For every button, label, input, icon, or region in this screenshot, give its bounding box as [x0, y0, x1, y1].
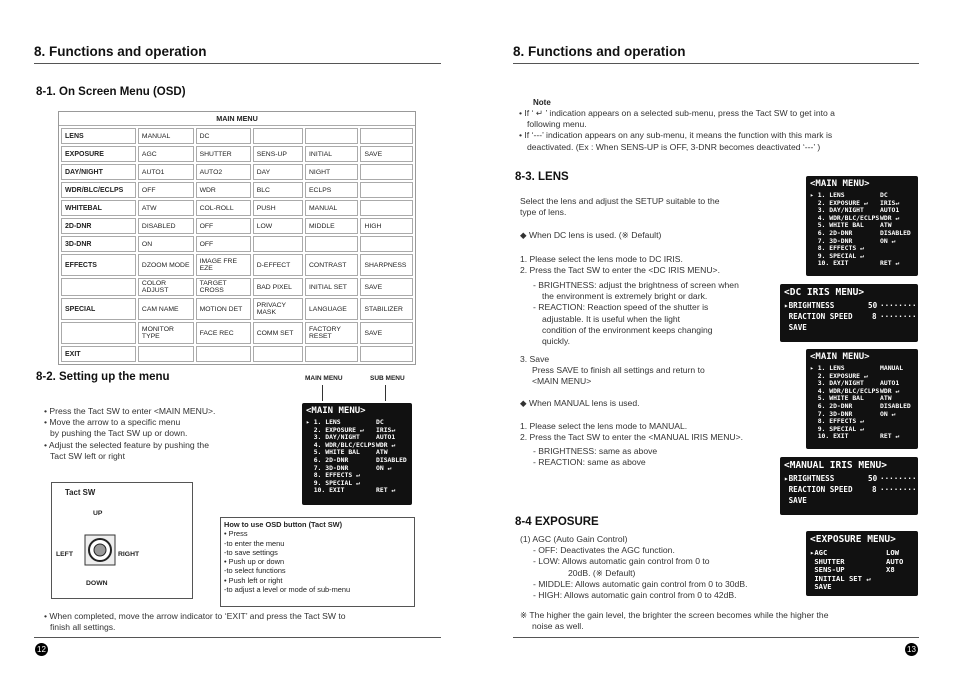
table-cell: DC: [196, 128, 251, 144]
osd-row: [784, 485, 922, 494]
manual-steps: [520, 421, 743, 443]
main-menu-table-title: MAIN MENU: [59, 112, 415, 126]
agc-text: [520, 534, 810, 601]
manual-item: - REACTION: same as above: [533, 457, 646, 468]
table-cell: WDR: [196, 182, 251, 198]
osd-item: REACTION SPEED: [784, 312, 853, 321]
table-row: [61, 236, 413, 252]
right-header: 8. Functions and operation: [513, 44, 686, 59]
table-cell: DAY/NIGHT: [61, 164, 136, 180]
osd-item: 4. WDR/BLC/ECLPS: [810, 386, 880, 395]
dc-step: 2. Press the Tact SW to enter the <DC IRIS MENU>.: [520, 265, 720, 276]
final-line: finish all settings.: [50, 622, 116, 633]
osd-row: [784, 496, 914, 505]
main-menu-grid: [59, 126, 415, 364]
table-row: [61, 182, 413, 198]
note-line: • If ‘---’ indication appears on any sub-menu, it means the function with this mark is: [519, 130, 833, 141]
osd-value: DISABLED: [376, 456, 407, 464]
lens-intro: [520, 196, 780, 218]
table-cell: OFF: [196, 236, 251, 252]
table-cell: COMM SET: [253, 322, 303, 344]
left-footer-rule: [34, 637, 441, 638]
tact-sw-diagram: [51, 482, 193, 599]
level-bar: ·········: [880, 301, 922, 310]
osd-item: 9. SPECIAL ↵: [810, 251, 864, 260]
howto-line: • Push up or down: [224, 557, 285, 567]
gain-note: [520, 610, 920, 632]
howto-line: -to enter the menu: [224, 538, 285, 548]
table-cell: SAVE: [360, 322, 413, 344]
tact-switch-icon: [83, 533, 117, 567]
osd-item: 3. DAY/NIGHT: [810, 379, 864, 388]
table-cell: INITIAL: [305, 146, 358, 162]
howto-line: -to adjust a level or mode of sub-menu: [224, 585, 351, 595]
table-cell: MANUAL: [305, 200, 358, 216]
save-line: 3. Save: [520, 354, 550, 364]
table-cell: STABILIZER: [360, 298, 413, 320]
osd-value: WDR ↵: [880, 213, 900, 222]
table-cell: SAVE: [360, 146, 413, 162]
table-cell: MONITOR TYPE: [138, 322, 194, 344]
manual-used-line: ◆ When MANUAL lens is used.: [520, 398, 640, 408]
table-cell: HIGH: [360, 218, 413, 234]
osd-item: 5. WHITE BAL: [810, 394, 864, 403]
osd-manual-iris-menu: [780, 457, 922, 515]
page-number-left: 12: [35, 643, 48, 656]
osd-value: DISABLED: [880, 229, 911, 237]
table-cell: [305, 236, 358, 252]
dc-item: - BRIGHTNESS: adjust the brightness of screen when: [533, 280, 739, 290]
table-row: [61, 218, 413, 234]
osd-main-menu-dc: [302, 403, 412, 505]
page-number-right: 13: [905, 643, 918, 656]
osd-item: REACTION SPEED: [784, 485, 853, 494]
dc-item: the environment is extremely bright or dark.: [542, 291, 708, 302]
table-cell: SHUTTER: [196, 146, 251, 162]
table-cell: AUTO2: [196, 164, 251, 180]
final-line: • When completed, move the arrow indicator to ‘EXIT’ and press the Tact SW to: [44, 611, 346, 621]
osd-value: LOW: [886, 548, 899, 557]
osd-item: ▸ 1. LENS: [810, 191, 845, 199]
table-cell: [360, 236, 413, 252]
table-cell: EXPOSURE: [61, 146, 136, 162]
osd-title: <MAIN MENU>: [810, 352, 870, 362]
osd-row: [784, 323, 914, 332]
table-cell: LOW: [253, 218, 303, 234]
osd-title: <MAIN MENU>: [306, 406, 366, 416]
osd-item: 7. 3D-DNR: [810, 236, 853, 245]
osd-item: 3. DAY/NIGHT: [810, 206, 864, 215]
osd-value: 50: [868, 474, 878, 483]
level-bar: ·········: [880, 485, 922, 494]
osd-value: ON ↵: [880, 409, 896, 418]
osd-value: ON ↵: [376, 463, 392, 472]
table-cell: PUSH: [253, 200, 303, 216]
table-cell: NIGHT: [305, 164, 358, 180]
note-line: • If ‘ ↵ ’ indication appears on a selected sub-menu, press the Tact SW to get into a: [519, 108, 835, 118]
osd-value: AUTO: [886, 556, 904, 566]
manual-item: - BRIGHTNESS: same as above: [533, 446, 658, 456]
table-cell: MOTION DET: [196, 298, 251, 320]
osd-title: <MANUAL IRIS MENU>: [784, 460, 887, 471]
table-cell: OFF: [196, 218, 251, 234]
level-bar: ·········: [880, 312, 922, 321]
osd-item: SAVE: [810, 582, 832, 591]
osd-value: ON ↵: [880, 236, 896, 245]
osd-row: [810, 433, 910, 441]
osd-item: ▸BRIGHTNESS: [784, 301, 835, 310]
osd-item: ▸BRIGHTNESS: [784, 474, 835, 483]
setup-section-title: 8-2. Setting up the menu: [36, 371, 170, 383]
osd-item: 9. SPECIAL ↵: [306, 478, 360, 487]
table-cell: EFFECTS: [61, 254, 136, 276]
exposure-section-title: 8-4 EXPOSURE: [515, 516, 599, 528]
agc-line: - MIDDLE: Allows automatic gain control from 0 to 30dB.: [533, 578, 748, 589]
level-bar: ·········: [880, 474, 922, 483]
osd-value: RET ↵: [880, 259, 900, 268]
howto-line: • Push left or right: [224, 575, 283, 585]
table-cell: DZOOM MODE: [138, 254, 194, 276]
table-cell: BAD PIXEL: [253, 278, 303, 296]
lens-intro-line: type of lens.: [520, 207, 567, 218]
table-cell: TARGET CROSS: [196, 278, 251, 296]
table-row: [61, 322, 413, 344]
agc-line: - LOW: Allows automatic gain control from 0 to: [533, 556, 710, 567]
save-step: [520, 354, 705, 388]
dc-used-line: ◆ When DC lens is used. (※ Default): [520, 230, 662, 240]
table-cell: ECLPS: [305, 182, 358, 198]
bullet-line: • Press the Tact SW to enter <MAIN MENU>.: [44, 406, 216, 416]
table-cell: [253, 346, 303, 362]
table-cell: SPECIAL: [61, 298, 136, 320]
table-cell: [360, 200, 413, 216]
osd-title: <MAIN MENU>: [810, 179, 870, 189]
osd-item: 4. WDR/BLC/ECLPS: [810, 213, 880, 222]
agc-line: (1) AGC (Auto Gain Control): [520, 534, 628, 544]
arrow-main: [322, 385, 323, 401]
table-cell: [360, 164, 413, 180]
setup-bullets: [44, 406, 254, 462]
manual-step: 1. Please select the lens mode to MANUAL.: [520, 421, 688, 431]
osd-value: WDR ↵: [376, 440, 396, 449]
tact-left: LEFT: [56, 551, 73, 558]
osd-item: 6. 2D-DNR: [810, 229, 853, 237]
right-footer-rule: [513, 637, 919, 638]
label-main-menu: MAIN MENU: [305, 375, 343, 382]
table-row: [61, 200, 413, 216]
howto-line: -to save settings: [224, 547, 278, 557]
osd-item: 2. EXPOSURE ↵: [306, 425, 364, 434]
howto-line: • Press: [224, 529, 248, 539]
osd-item: 2. EXPOSURE ↵: [810, 371, 868, 380]
osd-value: RET ↵: [880, 432, 900, 441]
osd-item: 6. 2D-DNR: [306, 456, 349, 464]
osd-item: 10. EXIT: [810, 259, 849, 268]
table-cell: [138, 346, 194, 362]
osd-row: [810, 582, 914, 591]
agc-line: - OFF: Deactivates the AGC function.: [533, 545, 675, 556]
osd-value: 8: [872, 485, 877, 494]
dc-step: 1. Please select the lens mode to DC IRIS.: [520, 254, 683, 264]
osd-item: 8. EFFECTS ↵: [306, 471, 360, 480]
dc-item: adjustable. It is useful when the light: [542, 313, 681, 324]
osd-item: 8. EFFECTS ↵: [810, 417, 864, 426]
main-menu-table: [58, 111, 416, 365]
left-header-rule: [34, 63, 441, 64]
table-cell: [61, 322, 136, 344]
osd-value: AUTO1: [880, 379, 900, 388]
table-cell: MANUAL: [138, 128, 194, 144]
bullet-line: Tact SW left or right: [50, 450, 125, 461]
agc-line: - HIGH: Allows automatic gain control from 0 to 42dB.: [533, 590, 737, 601]
osd-item: 7. 3D-DNR: [306, 463, 349, 472]
table-cell: SHARPNESS: [360, 254, 413, 276]
osd-item: 2. EXPOSURE ↵: [810, 198, 868, 207]
osd-main-menu-manual: [806, 349, 918, 449]
osd-item: 9. SPECIAL ↵: [810, 424, 864, 433]
table-cell: [305, 128, 358, 144]
table-row: [61, 164, 413, 180]
osd-value: AUTO1: [376, 433, 396, 442]
osd-item: ▸ 1. LENS: [306, 418, 341, 426]
osd-row: [784, 474, 922, 483]
table-row: [61, 146, 413, 162]
gain-note-line: noise as well.: [532, 621, 584, 632]
table-cell: [360, 128, 413, 144]
tact-up: UP: [93, 510, 103, 517]
table-cell: [305, 346, 358, 362]
osd-item: SENS-UP: [810, 565, 845, 574]
osd-item: ▸ 1. LENS: [810, 364, 845, 372]
table-cell: EXIT: [61, 346, 136, 362]
table-row: [61, 346, 413, 362]
table-cell: COL-ROLL: [196, 200, 251, 216]
save-line: <MAIN MENU>: [532, 376, 592, 387]
table-cell: IMAGE FRE EZE: [196, 254, 251, 276]
table-cell: PRIVACY MASK: [253, 298, 303, 320]
osd-item: 7. 3D-DNR: [810, 409, 853, 418]
table-cell: AGC: [138, 146, 194, 162]
osd-value: ATW: [376, 448, 388, 457]
table-cell: [360, 182, 413, 198]
osd-item: 10. EXIT: [306, 486, 345, 495]
osd-value: RET ↵: [376, 486, 396, 495]
right-header-rule: [513, 63, 919, 64]
table-row: [61, 128, 413, 144]
final-instructions: [44, 611, 439, 633]
table-cell: [253, 236, 303, 252]
save-line: Press SAVE to finish all settings and return to: [532, 365, 705, 376]
osd-row: [784, 301, 922, 310]
table-cell: [196, 346, 251, 362]
bullet-line: • Adjust the selected feature by pushing the: [44, 439, 209, 450]
osd-item: 3. DAY/NIGHT: [306, 433, 360, 442]
osd-dc-iris-menu: [780, 284, 922, 342]
table-cell: [253, 128, 303, 144]
table-cell: WDR/BLC/ECLPS: [61, 182, 136, 198]
table-cell: ON: [138, 236, 194, 252]
tact-title: Tact SW: [65, 488, 96, 497]
table-cell: FACE REC: [196, 322, 251, 344]
osd-item: INITIAL SET ↵: [810, 573, 871, 583]
table-cell: LENS: [61, 128, 136, 144]
osd-main-menu-dc-right: [806, 176, 918, 276]
osd-item: 10. EXIT: [810, 432, 849, 441]
manual-step: 2. Press the Tact SW to enter the <MANUAL IRIS MENU>.: [520, 432, 744, 443]
osd-item: SAVE: [784, 496, 807, 505]
table-cell: LANGUAGE: [305, 298, 358, 320]
dc-items: [533, 280, 783, 347]
manual-items: [533, 446, 657, 468]
osd-item: 5. WHITE BAL: [306, 448, 360, 457]
table-cell: 2D-DNR: [61, 218, 136, 234]
table-cell: INITIAL SET: [305, 278, 358, 296]
tact-right: RIGHT: [118, 551, 140, 558]
lens-intro-line: Select the lens and adjust the SETUP suitable to the: [520, 196, 720, 206]
table-cell: [360, 346, 413, 362]
osd-value: DISABLED: [880, 402, 911, 410]
table-row: [61, 298, 413, 320]
dc-steps: [520, 254, 720, 276]
lens-section-title: 8-3. LENS: [515, 171, 569, 183]
note-text: [519, 108, 919, 153]
table-cell: DAY: [253, 164, 303, 180]
left-header: 8. Functions and operation: [34, 44, 207, 59]
table-cell: COLOR ADJUST: [138, 278, 194, 296]
agc-line: 20dB. (※ Default): [568, 567, 636, 578]
osd-title: <EXPOSURE MENU>: [810, 534, 896, 545]
table-row: [61, 278, 413, 296]
osd-section-title: 8-1. On Screen Menu (OSD): [36, 86, 186, 98]
osd-item: 5. WHITE BAL: [810, 221, 864, 230]
howto-title: How to use OSD button (Tact SW): [224, 520, 343, 529]
osd-item: SAVE: [784, 323, 807, 332]
arrow-sub: [385, 385, 386, 401]
osd-item: 8. EFFECTS ↵: [810, 244, 864, 253]
osd-item: 6. 2D-DNR: [810, 402, 853, 410]
osd-value: X8: [886, 565, 895, 574]
table-cell: DISABLED: [138, 218, 194, 234]
table-cell: ATW: [138, 200, 194, 216]
table-cell: D-EFFECT: [253, 254, 303, 276]
table-cell: MIDDLE: [305, 218, 358, 234]
osd-row: [810, 260, 910, 268]
table-cell: FACTORY RESET: [305, 322, 358, 344]
table-cell: SAVE: [360, 278, 413, 296]
howto-box: [220, 517, 415, 607]
osd-value: DC IRIS↵: [880, 191, 900, 207]
osd-item: SHUTTER: [810, 556, 845, 566]
table-cell: BLC: [253, 182, 303, 198]
howto-line: -to select functions: [224, 566, 286, 576]
dc-item: quickly.: [542, 336, 571, 347]
gain-note-line: ※ The higher the gain level, the brighter the screen becomes while the higher the: [520, 610, 829, 620]
table-cell: SENS-UP: [253, 146, 303, 162]
osd-item: ▸AGC: [810, 548, 828, 557]
osd-value: DC IRIS↵: [376, 418, 396, 434]
bullet-line: • Move the arrow to a specific menu: [44, 417, 181, 428]
table-cell: WHITEBAL: [61, 200, 136, 216]
osd-value: 8: [872, 312, 877, 321]
osd-title: <DC IRIS MENU>: [784, 287, 865, 298]
osd-value: ATW: [880, 221, 892, 230]
table-cell: AUTO1: [138, 164, 194, 180]
osd-value: AUTO1: [880, 206, 900, 215]
dc-item: - REACTION: Reaction speed of the shutter is: [533, 302, 709, 313]
osd-value: 50: [868, 301, 878, 310]
osd-row: [784, 312, 922, 321]
table-cell: [61, 278, 136, 296]
table-cell: CAM NAME: [138, 298, 194, 320]
table-cell: 3D-DNR: [61, 236, 136, 252]
osd-value: MANUAL: [880, 364, 904, 372]
osd-value: WDR ↵: [880, 386, 900, 395]
table-cell: CONTRAST: [305, 254, 358, 276]
table-row: [61, 254, 413, 276]
bullet-line: by pushing the Tact SW up or down.: [50, 428, 188, 439]
note-title: Note: [533, 98, 551, 107]
note-line: deactivated. (Ex : When SENS-UP is OFF, 3-DNR becomes deactivated ‘---’ ): [527, 141, 821, 152]
osd-row: [306, 487, 406, 495]
osd-item: 4. WDR/BLC/ECLPS: [306, 440, 376, 449]
dc-item: condition of the environment keeps changing: [542, 324, 713, 335]
note-line: following menu.: [527, 119, 587, 130]
osd-value: ATW: [880, 394, 892, 403]
osd-exposure-menu: [806, 531, 918, 596]
tact-down: DOWN: [86, 580, 108, 587]
table-cell: OFF: [138, 182, 194, 198]
label-sub-menu: SUB MENU: [370, 375, 405, 382]
